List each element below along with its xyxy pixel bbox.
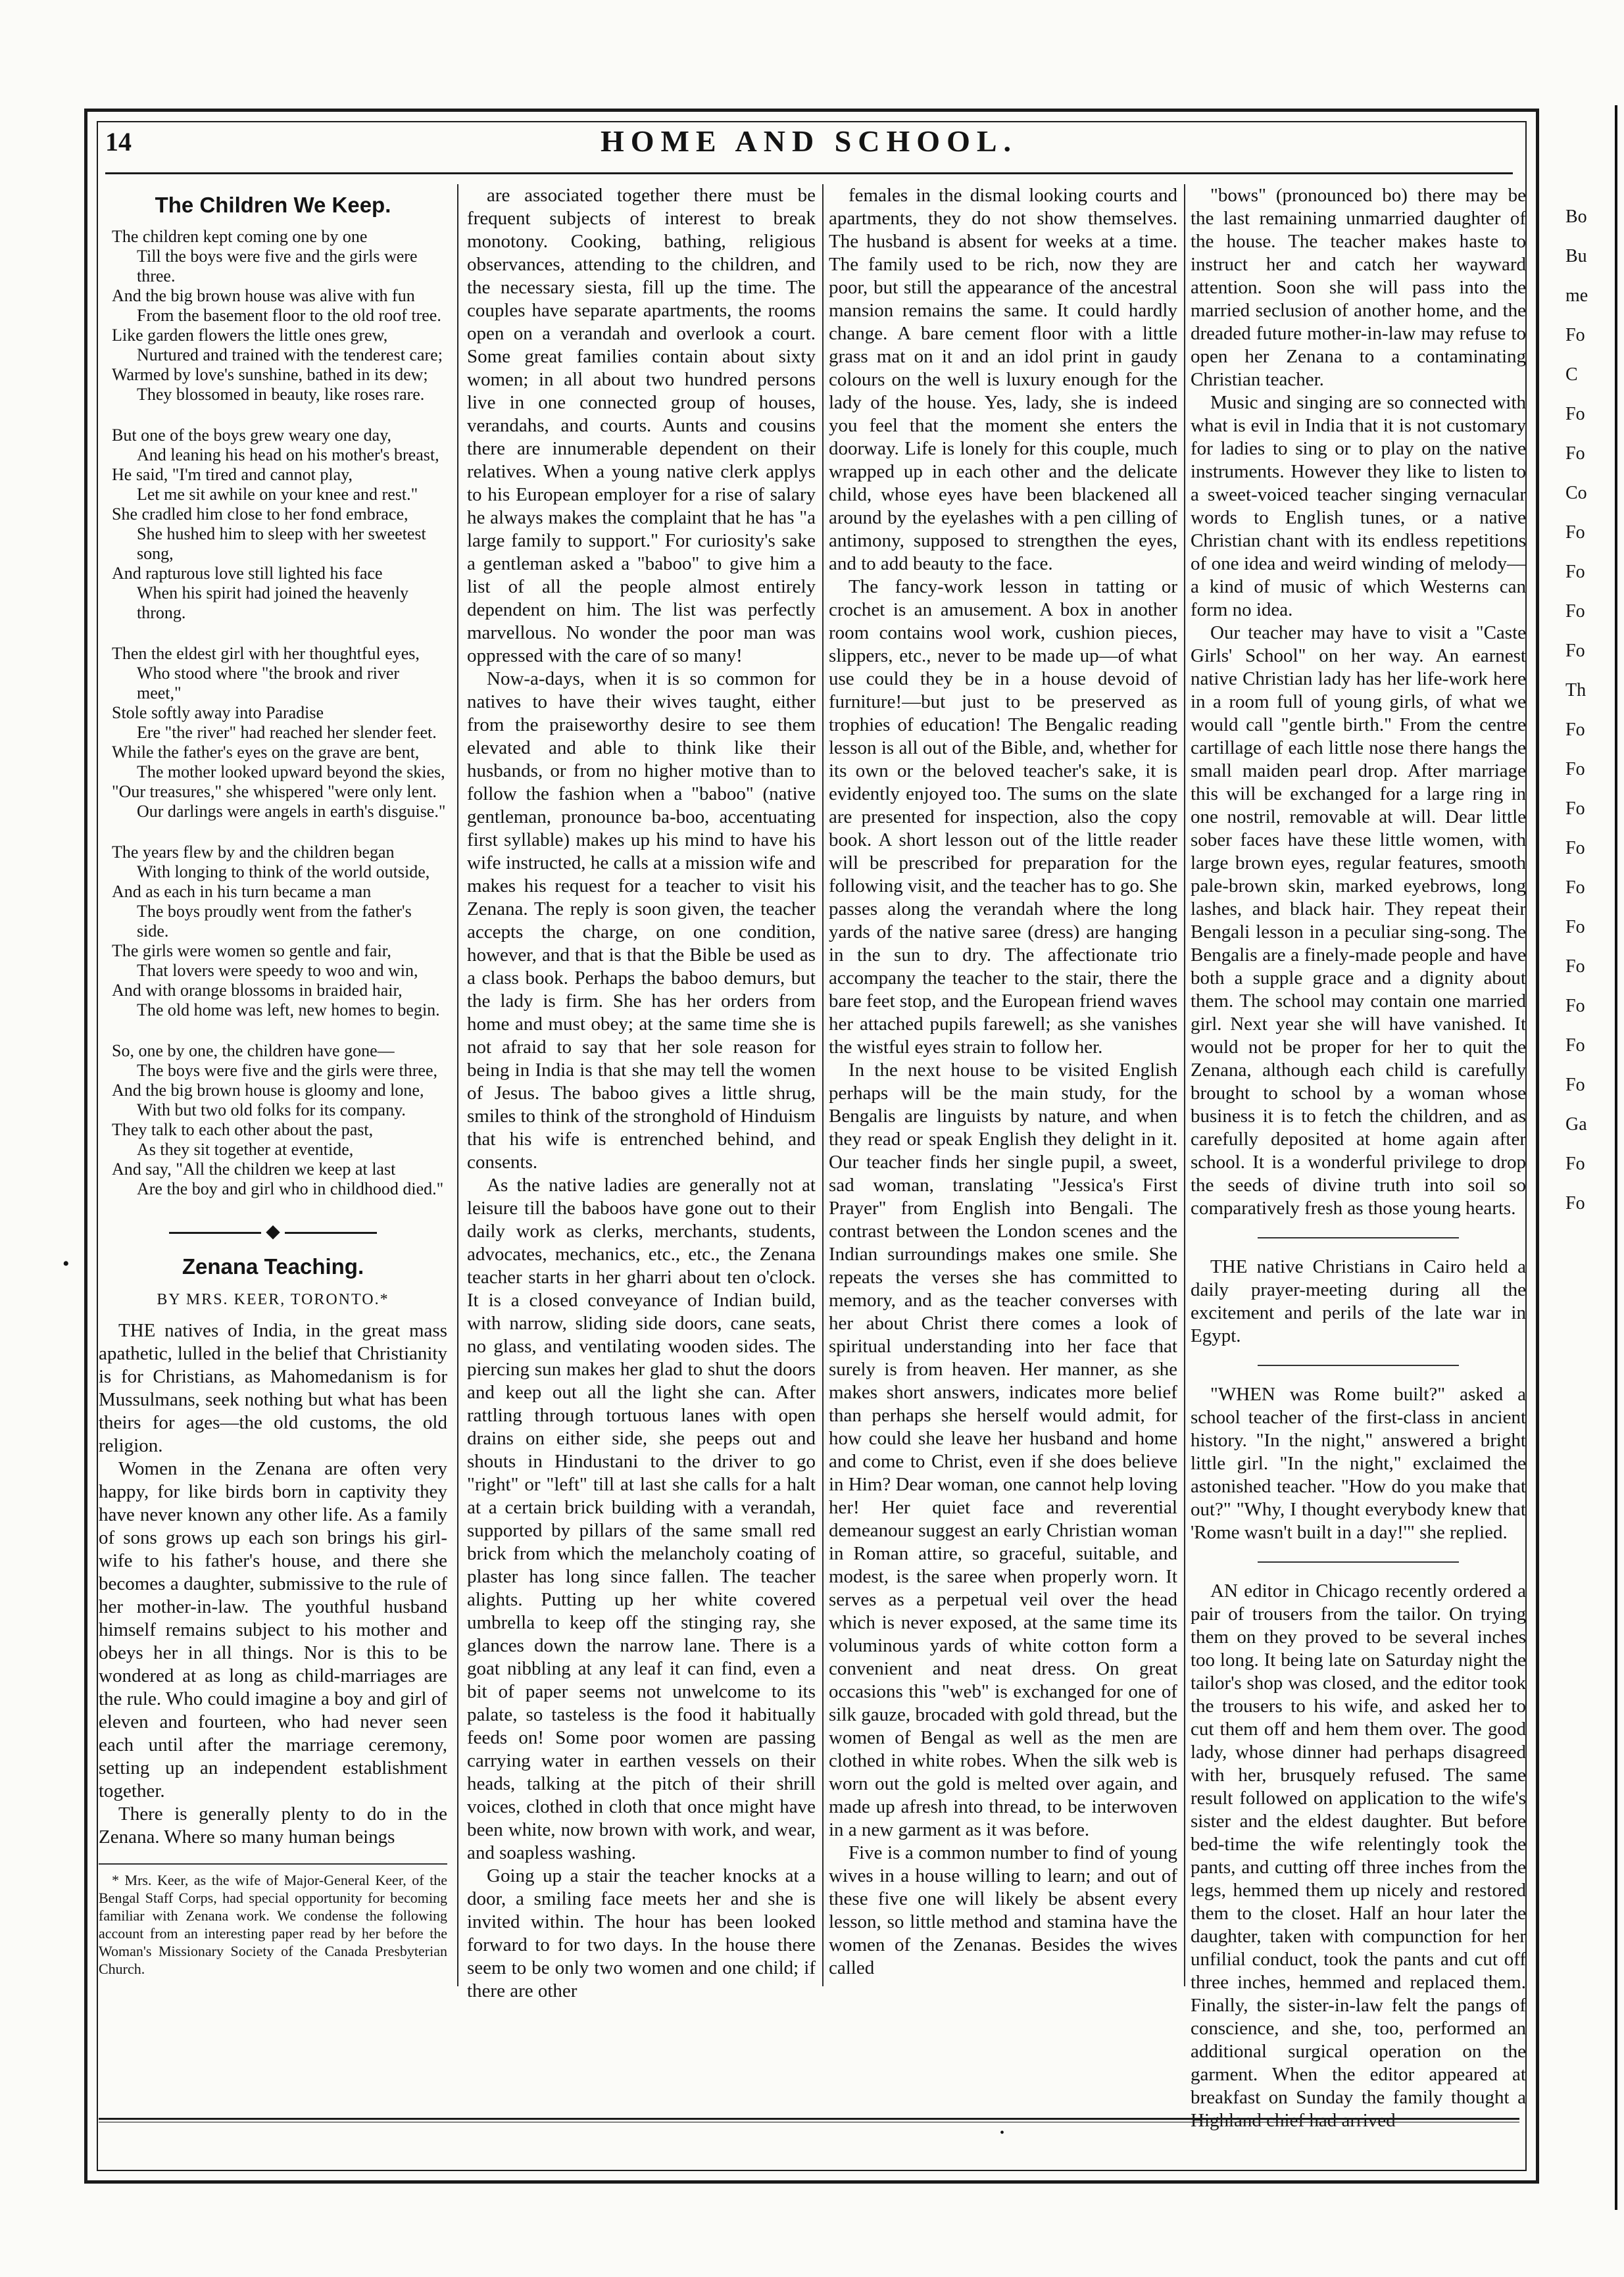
poem-line: Are the boy and girl who in childhood died.": [137, 1179, 444, 1198]
poem-line: With longing to think of the world outside,: [137, 862, 430, 881]
footnote: [99, 1863, 447, 1978]
poem-line: And with orange blossoms in braided hair,: [112, 981, 403, 1000]
poem-line: She cradled him close to her fond embrace,: [112, 504, 408, 524]
margin-dot: •: [62, 1253, 70, 1275]
poem-line: But one of the boys grew weary one day,: [112, 426, 392, 445]
poem-line: "Our treasures," she whispered "were only lent.: [112, 782, 437, 801]
paragraph: "bows" (pronounced bo) there may be the last remaining unmarried daughter of the house. The teacher makes haste to instruct her and catch her wayward attention. Soon she will pass into the married seclusion of another home, and the dreaded future mother-in-law may refuse to open her Zenana to a contaminating Christian teacher.: [1191, 185, 1526, 390]
footer-mark: •: [1000, 2126, 1005, 2140]
adjacent-fragment-text: Fo: [1565, 601, 1585, 622]
article-body-col3: [829, 184, 1177, 1980]
poem-stanza: [112, 644, 447, 821]
adjacent-fragment-text: Fo: [1565, 325, 1585, 345]
poem-stanza: [112, 227, 447, 404]
column-1: [99, 184, 447, 2092]
poem-line: Let me sit awhile on your knee and rest.": [137, 485, 418, 504]
article-title: Zenana Teaching.: [182, 1254, 364, 1279]
poem-line: The children kept coming one by one: [112, 227, 368, 246]
poem-line: The girls were women so gentle and fair,: [112, 941, 391, 960]
ornament-divider: ◆: [99, 1220, 447, 1243]
adjacent-fragment-text: Fo: [1565, 798, 1585, 819]
short-item-editor: AN editor in Chicago recently ordered a pair of trousers from the tailor. On trying them on they proved to be several inches too long. It being late on Saturday night the tailor's shop was closed, and the editor took the trousers to his wife, and asked her to cut them off and hem them over. The good lady, whose dinner had perhaps disagreed with her, brusquely refused. The same result followed on application to the wife's sister and the eldest daughter. But before bed-time the wife relentingly took the pants, and cutting off three inches from the legs, hemmed them up nicely and restored them to the closet. Half an hour later the daughter, taken with compunction for her unfilial conduct, took the pants and cut off three inches, hemmed and replaced them. Finally, the sister-in-law felt the pangs of conscience, and she, too, performed an additional surgical operation on the garment. When the editor appeared at breakfast on Sunday the family thought a Highland chief had arrived: [1191, 1580, 1526, 2131]
poem-line: They talk to each other about the past,: [112, 1120, 374, 1139]
poem-line: Like garden flowers the little ones grew,: [112, 326, 388, 345]
paragraph: There is generally plenty to do in the Zenana. Where so many human beings: [99, 1803, 447, 1848]
poem-line: The years flew by and the children began: [112, 843, 395, 862]
poem-line: She hushed him to sleep with her sweetest song,: [137, 524, 426, 563]
poem-line: And leaning his head on his mother's breast,: [137, 445, 439, 464]
adjacent-fragment-text: Fo: [1565, 917, 1585, 937]
footnote-text: * Mrs. Keer, as the wife of Major-General Keer, of the Bengal Staff Corps, had special opportunity for becoming familiar with Zenana work. We condense the following account from an interesting paper read by her before the Woman's Missionary Society of the Canada Presbyterian Church.: [99, 1872, 447, 1977]
adjacent-fragment-text: Th: [1565, 680, 1587, 700]
running-title: HOME AND SCHOOL.: [600, 124, 1018, 158]
adjacent-fragment-text: Fo: [1565, 720, 1585, 740]
adjacent-fragment-text: Ga: [1565, 1114, 1587, 1135]
paragraph: are associated together there must be frequent subjects of interest to break monotony. Cooking, bathing, religious observances, attending to the children, and the necessary siesta, fill up the time. The couples have separate apartments, the rooms open on a verandah and overlook a court. Some great families contain about sixty women; in all about two hundred persons live in one connected group of houses, verandahs, and courts. Aunts and cousins there are innumerable dependent on their relatives. When a young native clerk applys to his European employer for a rise of salary he always makes the complaint that he has "a large family to support." For curiosity's sake a gentleman asked a "baboo" to give him a list of all the people almost entirely dependent on him. The list was perfectly marvellous. No wonder the poor man was oppressed with the care of so many!: [467, 185, 816, 666]
poem-line: As they sit together at eventide,: [137, 1140, 354, 1159]
adjacent-fragment-text: Fo: [1565, 1035, 1585, 1056]
poem-line: He said, "I'm tired and cannot play,: [112, 465, 353, 484]
poem-line: Our darlings were angels in earth's disguise.": [137, 802, 446, 821]
paragraph: Music and singing are so connected with what is evil in India that it is not customary for ladies to sing or to play on the native instruments. However they like to listen to a sweet-voiced teacher singing vernacular words to English tunes, or a native Christian chant with its endless repetitions of one idea and weird winding of melody—a kind of music of which Westerns can form no idea.: [1191, 392, 1526, 620]
poem-line: Stole softly away into Paradise: [112, 703, 324, 722]
poem-line: When his spirit had joined the heavenly throng.: [137, 583, 409, 622]
section-separator: [1258, 1237, 1459, 1238]
adjacent-fragment-text: me: [1565, 285, 1588, 306]
article-byline: BY MRS. KEER, TORONTO.*: [157, 1291, 389, 1308]
paragraph: THE natives of India, in the great mass apathetic, lulled in the belief that Christianity is for Christians, as Mahomedanism is for Mussulmans, seek nothing but what has been theirs for ages—the old customs, the old religion.: [99, 1320, 447, 1456]
article-body-col2: [467, 184, 816, 2003]
adjacent-fragment-text: Fo: [1565, 641, 1585, 661]
column-2: [467, 184, 816, 2092]
adjacent-fragment-text: Fo: [1565, 562, 1585, 582]
adjacent-fragment-text: Fo: [1565, 522, 1585, 543]
poem-line: So, one by one, the children have gone—: [112, 1041, 395, 1060]
column-rule: [822, 184, 824, 1986]
section-separator: [1258, 1365, 1459, 1366]
adjacent-fragment-text: Bo: [1565, 207, 1587, 227]
adjacent-fragment-text: C: [1565, 364, 1578, 385]
adjacent-fragment-text: Fo: [1565, 1154, 1585, 1174]
poem-line: Then the eldest girl with her thoughtful eyes,: [112, 644, 420, 663]
paragraph: Our teacher may have to visit a "Caste Girls' School" on her way. An earnest native Christian lady has her life-work here in a room full of young girls, of what we would call "gentle birth." From the centre cartillage of each little nose there hangs the small maiden pearl drop. After marriage this will be exchanged for a large ring in one nostril, removable at will. Dear little sober faces have these little women, with large brown eyes, regular features, smooth pale-brown skin, marked eyebrows, long lashes, and black hair. They repeat their Bengali lesson in a peculiar sing-song. The Bengalis are a finely-made people and have both a supple grace and a dignity about them. The school may contain one married girl. Next year she will have vanished. It would not be proper for her to quit the Zenana, although each child is carefully brought to school by a woman whose business it is to fetch the children, and as carefully deposited at home again after school. It is a wonderful privilege to drop the seeds of divine truth into soil so comparatively fresh as those young hearts.: [1191, 622, 1526, 1219]
article-body-col4: [1191, 184, 1526, 1220]
poem-stanza: [112, 843, 447, 1020]
column-4: [1191, 184, 1526, 2131]
adjacent-fragment-text: Fo: [1565, 956, 1585, 977]
poem-body: [99, 227, 447, 1199]
poem-line: And as each in his turn became a man: [112, 882, 372, 901]
page-number: 14: [105, 127, 132, 157]
adjacent-fragment-text: Fo: [1565, 1075, 1585, 1095]
poem-line: Ere "the river" had reached her slender feet.: [137, 723, 437, 742]
page-header: [105, 124, 1513, 176]
paragraph: Now-a-days, when it is so common for natives to have their wives taught, either from the praiseworthy desire to see them elevated and able to think like their husbands, or from no higher motive than to follow the fashion when a "baboo" (native gentleman, pronounce ba-boo, accentuating first syllable) makes up his mind to have his wife instructed, he calls at a mission wife and makes his request for a teacher to visit his Zenana. The reply is soon given, the teacher accepts the charge, on one condition, however, and that is that the Bible be used as a class book. Perhaps the baboo demurs, but the lady is firm. She has her orders from home and must obey; at the same time she is not afraid to say that her sole reason for being in India is that she may tell the women of Jesus. The baboo gives a little shrug, smiles to think of the stronghold of Hinduism that his wife is entrenched behind, and consents.: [467, 668, 816, 1173]
adjacent-fragment-text: Co: [1565, 483, 1587, 503]
header-rule: [105, 172, 1513, 174]
poem-line: Nurtured and trained with the tenderest care;: [137, 345, 443, 364]
paragraph: females in the dismal looking courts and apartments, they do not show themselves. The husband is absent for weeks at a time. The family used to be rich, now they are poor, but still the appearance of the ancestral mansion remains the same. It could hardly change. A bare cement floor with a little grass mat on it and an idol print in gaudy colours on the well is luxury enough for the lady of the house. Yes, lady, she is indeed you feel that the moment she enters the doorway. Life is lonely for this couple, much wrapped up in each other and the delicate child, whose eyes have been blackened all around by the eyelashes with a pen cilling of antimony, supposed to strengthen the eyes, and to add beauty to the face.: [829, 185, 1177, 574]
paragraph: As the native ladies are generally not at leisure till the baboos have gone out to their daily work as clerks, merchants, students, advocates, mechanics, etc., etc., the Zenana teacher starts in her gharri about ten o'clock. It is a closed conveyance of Indian build, with narrow, sliding side doors, cane seats, no glass, and ventilating wooden sides. The piercing sun makes her glad to shut the doors and keep out all the light she can. After rattling through tortuous lanes with open drains on either side, she peeps out and shouts in Hindustani to the driver to go "right" or "left" till at last she calls for a halt at a certain brick building with a verandah, supported by pillars of the same small red brick from which the melancholy coating of plaster has long since fallen. The teacher alights. Putting up her white covered umbrella to keep off the stinging ray, she glances down the narrow lane. There is a goat nibbling at any leaf it can find, even a bit of paper seems not unwelcome to its palate, so tasteless is the food it habitually feeds on! Some poor women are passing carrying water in earthen vessels on their heads, talking at the pitch of their shrill voices, clothed in cloth that once might have been white, now brown with work, and wear, and soapless washing.: [467, 1175, 816, 1863]
adjacent-fragment-text: Fo: [1565, 759, 1585, 779]
adjacent-fragment-text: Fo: [1565, 877, 1585, 898]
poem-line: With but two old folks for its company.: [137, 1100, 406, 1119]
poem-stanza: [112, 426, 447, 623]
poem-line: From the basement floor to the old roof tree.: [137, 306, 441, 325]
poem-line: The mother looked upward beyond the skies,: [137, 762, 445, 781]
paragraph: Five is a common number to find of young wives in a house willing to learn; and out of these five one will likely be absent every lesson, so little method and stamina have the women of the Zenanas. Besides the wives called: [829, 1842, 1177, 1978]
poem-stanza: [112, 1041, 447, 1199]
adjacent-fragment-text: Fo: [1565, 443, 1585, 464]
adjacent-fragment-text: Bu: [1565, 246, 1587, 266]
column-rule: [457, 184, 458, 1986]
poem-line: While the father's eyes on the grave are bent,: [112, 743, 420, 762]
paragraph: Women in the Zenana are often very happy, for like birds born in captivity they have never known any other life. As a family of sons grows up each son brings his girl-wife to his father's house, and there she becomes a daughter, submissive to the rule of her mother-in-law. The youthful husband himself remains subject to his mother and obeys her in all things. Nor is this to be wondered at as long as child-marriages are the rule. Who could imagine a boy and girl of eleven and fourteen, who had never seen each until after the marriage ceremony, setting up an independent establishment together.: [99, 1458, 447, 1801]
poem-line: And rapturous love still lighted his face: [112, 564, 383, 583]
poem-title: The Children We Keep.: [155, 193, 391, 217]
short-item-rome: "WHEN was Rome built?" asked a school teacher of the first-class in ancient history. "In the night," answered a bright little girl. "In the night," exclaimed the astonished teacher. "How do you make that out?" "Why, I thought everybody knew that 'Rome wasn't built in a day!'" she replied.: [1191, 1384, 1526, 1543]
adjacent-fragment-text: Fo: [1565, 1193, 1585, 1213]
poem-line: And say, "All the children we keep at last: [112, 1160, 396, 1179]
short-item-cairo: THE native Christians in Cairo held a daily prayer-meeting during all the excitement and perils of the late war in Egypt.: [1191, 1256, 1526, 1346]
column-rule: [1184, 184, 1185, 1986]
poem-line: The old home was left, new homes to begin.: [137, 1000, 440, 1019]
poem-line: Who stood where "the brook and river meet,": [137, 664, 400, 702]
adjacent-page-fragment: [1565, 197, 1624, 1907]
adjacent-fragment-text: Fo: [1565, 996, 1585, 1016]
adjacent-fragment-text: Fo: [1565, 404, 1585, 424]
poem-line: Warmed by love's sunshine, bathed in its dew;: [112, 365, 428, 384]
poem-line: And the big brown house was alive with fun: [112, 286, 415, 305]
footer-rule: [99, 2118, 1519, 2120]
section-separator: [1258, 1561, 1459, 1563]
poem-line: And the big brown house is gloomy and lone,: [112, 1081, 424, 1100]
paragraph: Going up a stair the teacher knocks at a door, a smiling face meets her and she is invited within. The hour has been looked forward to for two days. In the house there seem to be only two women and one child; if there are other: [467, 1865, 816, 2001]
poem-line: They blossomed in beauty, like roses rare.: [137, 385, 425, 404]
article-body-col1: [99, 1319, 447, 1849]
paragraph: In the next house to be visited English perhaps will be the main study, for the Bengalis are linguists by nature, and when they read or speak English they delight in it. Our teacher finds her single pupil, a sweet, sad woman, translating "Jessica's First Prayer" from English into Bengali. The contrast between the London scenes and the Indian surroundings makes one smile. She repeats the verses she has committed to memory, and as the teacher converses with her about Christ there comes a look of spiritual understanding into her face that surely is from heaven. Her manner, as she makes short answers, indicates more belief than perhaps she herself would admit, for how could she leave her husband and home and come to Christ, even if she does believe in Him? Dear woman, one cannot help loving her! Her quiet face and reverential demeanour suggest an early Christian woman in Roman attire, so graceful, suitable, and modest, is the saree when properly worn. It serves as a perpetual veil over the head which is never exposed, at the same time its voluminous yards of white cotton form a convenient and neat dress. On great occasions this "web" is exchanged for one of silk gauze, brocaded with gold thread, but the women of Bengal as well as the men are clothed in white robes. When the silk web is worn out the gold is melted over again, and made up afresh into thread, to be interwoven in a new garment as it was before.: [829, 1060, 1177, 1840]
poem-line: The boys proudly went from the father's side.: [137, 902, 412, 941]
column-3: [829, 184, 1177, 2092]
poem-line: That lovers were speedy to woo and win,: [137, 961, 418, 980]
paragraph: The fancy-work lesson in tatting or crochet is an amusement. A box in another room contains wool work, cushion pieces, slippers, etc., never to be made up—of what use could they be in a house devoid of furniture!—but just to be preserved as trophies of education! The Bengalic reading lesson is all out of the Bible, and, whether for its own or the beloved teacher's sake, it is evidently enjoyed too. The sums on the slate are presented for inspection, also the copy book. A short lesson out of the little reader will be prescribed for preparation for the following visit, and the teacher has to go. She passes along the verandah where the long yards of the native saree (dress) are hanging in the sun to dry. The affectionate trio accompany the teacher to the stair, there the bare feet stop, and the European friend waves her attached pupils farewell; as she vanishes the wistful eyes strain to follow her.: [829, 576, 1177, 1058]
poem-line: The boys were five and the girls were three,: [137, 1061, 437, 1080]
adjacent-fragment-text: Fo: [1565, 838, 1585, 858]
poem-line: Till the boys were five and the girls were three.: [137, 247, 418, 285]
